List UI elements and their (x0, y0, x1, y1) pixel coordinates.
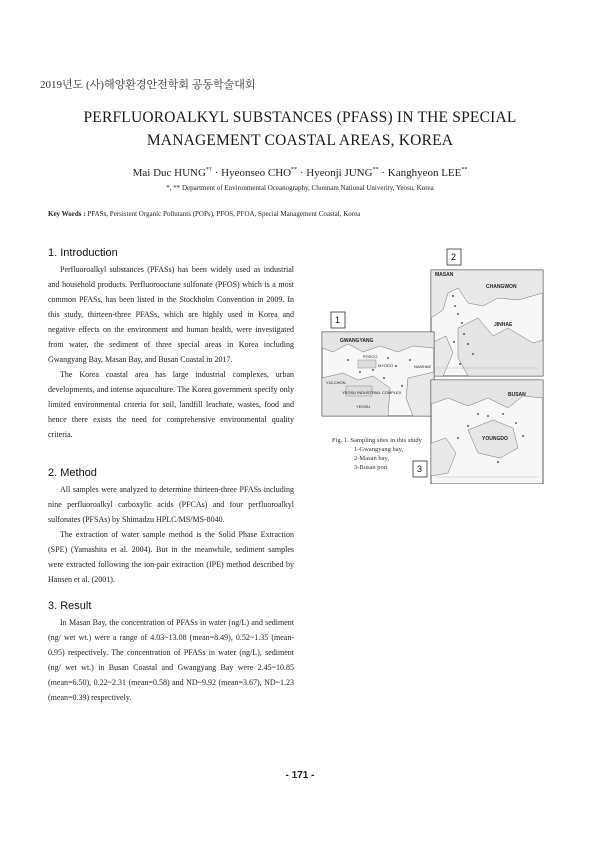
map-busan (413, 380, 543, 484)
caption-item: 1-Gwangyang bay, (354, 446, 404, 453)
map-label: GWANGYANG (340, 338, 374, 344)
map-label: JINHAE (494, 322, 513, 328)
map-label: NAMHAE (414, 364, 432, 369)
map-masan (431, 249, 543, 376)
section-heading-result: 3. Result (48, 600, 92, 612)
map-label: YEOSU INDUSTRIAL COMPLEX (342, 390, 402, 395)
map-label: YULCHON (326, 380, 346, 385)
caption-item: 2-Masan bay, (354, 455, 389, 462)
paper-title (40, 106, 560, 152)
figure-box-number: 2 (451, 252, 457, 262)
author-mark: ** (461, 167, 468, 173)
affiliation: *, ** Department of Environmental Oceanography, Chonnam National Univerity, Yeosu, Korea (166, 184, 434, 192)
paragraph: In Masan Bay, the concentration of PFASs in water (ng/L) and sediment (ng/ wet wt.) were a range of 4.03~13.08 (mean=8.49), 0.52~1.35 (mean-0.95) respectively. The concentration of PFASs in water (ng/L), sediment (ng/ wet wt.) in Busan Coastal and Gwangyang Bay were 2.45~10.85 (mean=6.50), 0.22~2.31 (mean=0.58) and ND~9.92 (mean=3.67), ND~1.23 (mean=0.39) respectively. (48, 618, 294, 702)
author-mark: ** (372, 167, 379, 173)
conference-header: 2019년도 (사)해양환경안전학회 공동학술대회 (40, 79, 256, 91)
result-body (48, 615, 294, 705)
caption-item: 3-Busan port (354, 464, 388, 471)
author-name: Hyeonji JUNG (306, 167, 373, 179)
figure-box-number: 1 (335, 315, 341, 325)
author-separator: · (381, 167, 385, 179)
paragraph: All samples were analyzed to determine thirteen-three PFASs including nine perfluoroalkyl carboxylic acids (PFCAs) and four perfluoroalkyl sulfonates (PFSAs) by Shimadzu HPLC/MS/MS-8040. (48, 485, 294, 524)
keywords-label: Key Words : (48, 210, 86, 218)
sampling-sites-figure (318, 248, 558, 484)
keywords (48, 210, 360, 218)
title-line-1: PERFLUOROALKYL SUBSTANCES (PFASS) IN THE SPECIAL (83, 109, 517, 126)
section-heading-method: 2. Method (48, 467, 97, 479)
paragraph: The extraction of water sample method is the Solid Phase Extraction (SPE) (Yamashita et al. 2004). But in the meanwhile, sediment samples were extracted following the ion-pair extraction (IPE) method described by Hansen et al. (2001). (48, 530, 294, 584)
map-label: YEOSU (356, 404, 371, 409)
map-label: YOUNGDO (482, 436, 508, 442)
author-list (40, 167, 560, 179)
author-mark: ** (291, 167, 298, 173)
title-line-2: MANAGEMENT COASTAL AREAS, KOREA (146, 132, 454, 149)
paragraph: The Korea coastal area has large industrial complexes, urban developments, and intense aquaculture. The Korea government specify only limited environmental criteria for soil, landfill leachate, wastes, food and hence there exists the need for comprehensive environmental quality criteria. (48, 370, 294, 439)
author-name: Mai Duc HUNG (132, 167, 206, 179)
author-name: Kanghyeon LEE (387, 167, 462, 179)
map-label: CHANGWON (486, 284, 517, 290)
author-mark: *† (205, 167, 212, 173)
map-label: BUSAN (508, 392, 526, 398)
figure-caption (332, 436, 428, 472)
map-label: MYODO (378, 363, 394, 368)
map-label: MASAN (435, 272, 454, 278)
author-separator: · (214, 167, 219, 179)
figure-box-number: 3 (417, 464, 423, 474)
paragraph: Perfluoroalkyl substances (PFASs) has been widely used as industrial and household products. Perfluorooctane sulfonate (PFOS) which is a most common PFASs, has been listed in the Stockholm Convention in 2009. In this study, thirteen-three PFASs, which are highly used in Korea and negative effects on the environment and human health, were investigated from water, the sediment of three special areas in Korea including Gwangyang Bay, Masan Bay, and Busan Coastal in 2017. (48, 265, 294, 364)
map-label: POSCO (363, 354, 378, 359)
caption-title: Fig. 1. Sampling sites in this study (332, 437, 422, 444)
author-separator: · (299, 167, 304, 179)
keywords-text: PFASs, Persistent Organic Pollutants (POPs), PFOS, PFOA, Special Management Coastal, Korea (87, 210, 361, 218)
map-gwangyang (322, 312, 434, 416)
introduction-body (48, 262, 294, 442)
method-body (48, 482, 294, 587)
section-heading-introduction: 1. Introduction (48, 247, 118, 259)
author-name: Hyeonseo CHO (221, 167, 292, 179)
page-number: - 171 - (285, 770, 315, 781)
